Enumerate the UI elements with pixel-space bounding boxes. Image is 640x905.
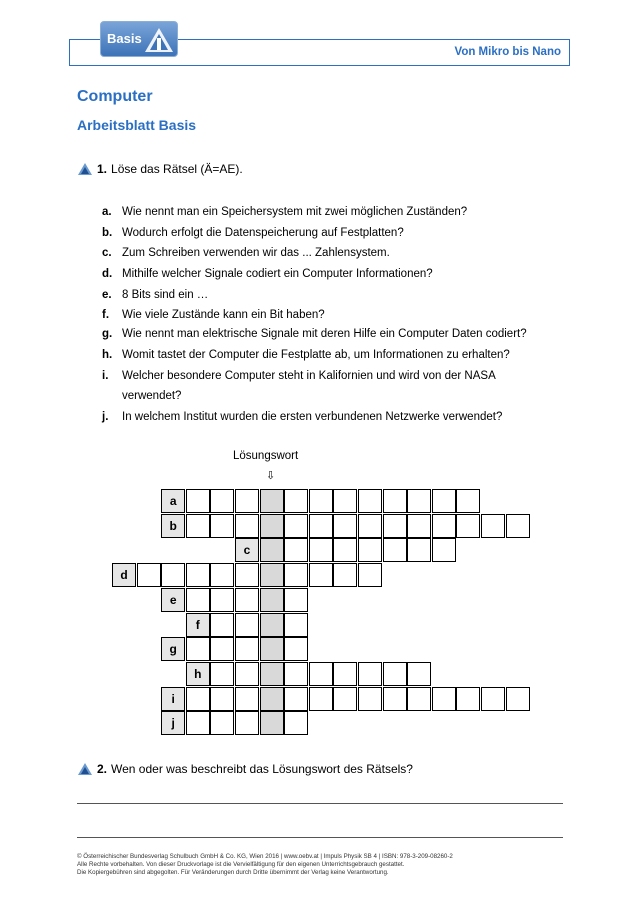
- difficulty-triangle-icon: [77, 762, 93, 776]
- crossword-cell[interactable]: [284, 711, 308, 735]
- solution-cell[interactable]: [260, 613, 284, 637]
- question-letter: b.: [102, 227, 113, 239]
- question-item: [102, 246, 390, 260]
- crossword-cell[interactable]: [284, 662, 308, 686]
- crossword-row-label: b: [161, 514, 185, 538]
- crossword-cell[interactable]: [456, 514, 480, 538]
- crossword-cell[interactable]: [383, 538, 407, 562]
- difficulty-triangle-icon: [77, 162, 93, 176]
- basis-logo: [100, 21, 178, 57]
- crossword-cell[interactable]: [309, 538, 333, 562]
- question-item: [102, 226, 404, 240]
- crossword-cell[interactable]: [358, 687, 382, 711]
- solution-cell[interactable]: [260, 662, 284, 686]
- crossword-cell[interactable]: [186, 687, 210, 711]
- crossword-cell[interactable]: [210, 637, 234, 661]
- crossword-row-label: h: [186, 662, 210, 686]
- crossword-cell[interactable]: [186, 711, 210, 735]
- crossword-cell[interactable]: [383, 514, 407, 538]
- crossword-cell[interactable]: [309, 563, 333, 587]
- crossword-cell[interactable]: [407, 514, 431, 538]
- crossword-cell[interactable]: [284, 588, 308, 612]
- footer-line: © Österreichischer Bundesverlag Schulbuch GmbH & Co. KG, Wien 2016 | www.oebv.at | Impuls Physik SB 4 | ISBN: 978-3-209-08260-2: [77, 853, 453, 860]
- crossword-cell[interactable]: [333, 687, 357, 711]
- crossword-row-label: j: [161, 711, 185, 735]
- answer-line[interactable]: [77, 803, 563, 804]
- crossword-cell[interactable]: [358, 563, 382, 587]
- task-text: Löse das Rätsel (Ä=AE).: [111, 162, 243, 176]
- crossword-cell[interactable]: [235, 613, 259, 637]
- crossword-cell[interactable]: [284, 563, 308, 587]
- crossword-cell[interactable]: [309, 687, 333, 711]
- crossword-cell[interactable]: [186, 563, 210, 587]
- question-text: Wodurch erfolgt die Datenspeicherung auf Festplatten?: [122, 227, 404, 239]
- question-text: Mithilfe welcher Signale codiert ein Computer Informationen?: [122, 268, 433, 280]
- question-text: Welcher besondere Computer steht in Kalifornien und wird von der NASA: [122, 370, 496, 382]
- crossword-cell[interactable]: [210, 588, 234, 612]
- question-letter: g.: [102, 328, 113, 340]
- crossword-cell[interactable]: [161, 563, 185, 587]
- crossword-cell[interactable]: [284, 514, 308, 538]
- solution-cell[interactable]: [260, 538, 284, 562]
- solution-cell[interactable]: [260, 687, 284, 711]
- crossword-cell[interactable]: [235, 637, 259, 661]
- page-title: Computer: [77, 88, 153, 105]
- crossword-row-label: i: [161, 687, 185, 711]
- crossword-cell[interactable]: [186, 514, 210, 538]
- crossword-cell[interactable]: [186, 637, 210, 661]
- crossword-cell[interactable]: [235, 662, 259, 686]
- task-text: Wen oder was beschreibt das Lösungswort des Rätsels?: [111, 762, 413, 776]
- solution-cell[interactable]: [260, 489, 284, 513]
- crossword-cell[interactable]: [432, 687, 456, 711]
- crossword-cell[interactable]: [284, 687, 308, 711]
- crossword-cell[interactable]: [210, 613, 234, 637]
- solution-cell[interactable]: [260, 588, 284, 612]
- crossword-cell[interactable]: [407, 489, 431, 513]
- crossword-cell[interactable]: [210, 489, 234, 513]
- crossword-cell[interactable]: [210, 563, 234, 587]
- question-letter: h.: [102, 349, 113, 361]
- crossword-cell[interactable]: [309, 662, 333, 686]
- crossword-cell[interactable]: [333, 662, 357, 686]
- down-arrow-icon: ⇩: [266, 470, 276, 482]
- crossword-cell[interactable]: [506, 687, 530, 711]
- question-letter: a.: [102, 206, 112, 218]
- triangle-logo-icon: [143, 26, 175, 54]
- crossword-cell[interactable]: [235, 588, 259, 612]
- footer-line: Alle Rechte vorbehalten. Von dieser Druckvorlage ist die Vervielfältigung für den eigenen Unterrichtsgebrauch gestattet.: [77, 861, 405, 868]
- crossword-cell[interactable]: [284, 538, 308, 562]
- page-subtitle: Arbeitsblatt Basis: [77, 117, 197, 133]
- crossword-cell[interactable]: [235, 711, 259, 735]
- crossword-cell[interactable]: [333, 538, 357, 562]
- task-1: [77, 162, 243, 176]
- crossword-cell[interactable]: [358, 489, 382, 513]
- crossword-cell[interactable]: [186, 489, 210, 513]
- crossword-row-label: a: [161, 489, 185, 513]
- crossword-cell[interactable]: [383, 489, 407, 513]
- crossword-cell[interactable]: [284, 489, 308, 513]
- question-text: In welchem Institut wurden die ersten verbundenen Netzwerke verwendet?: [122, 411, 503, 423]
- crossword-cell[interactable]: [432, 489, 456, 513]
- crossword-row-label: e: [161, 588, 185, 612]
- question-item: [102, 308, 325, 322]
- question-item: [102, 348, 510, 362]
- question-item: [102, 389, 181, 403]
- crossword-cell[interactable]: [235, 514, 259, 538]
- question-item: [102, 369, 496, 383]
- crossword-cell[interactable]: [235, 687, 259, 711]
- crossword-cell[interactable]: [506, 514, 530, 538]
- crossword-cell[interactable]: [407, 538, 431, 562]
- crossword-cell[interactable]: [284, 637, 308, 661]
- question-letter: c.: [102, 247, 112, 259]
- question-text: 8 Bits sind ein …: [122, 289, 209, 301]
- question-item: [102, 327, 527, 341]
- question-text: Wie viele Zustände kann ein Bit haben?: [122, 309, 325, 321]
- question-item: [102, 267, 433, 281]
- question-text: Wie nennt man ein Speichersystem mit zwei möglichen Zuständen?: [122, 206, 468, 218]
- crossword-cell[interactable]: [235, 489, 259, 513]
- question-letter: f.: [102, 309, 110, 321]
- crossword-row-label: g: [161, 637, 185, 661]
- question-item: [102, 288, 208, 302]
- crossword-row-label: f: [186, 613, 210, 637]
- crossword-cell[interactable]: [284, 613, 308, 637]
- question-letter: i.: [102, 370, 109, 382]
- crossword-cell[interactable]: [456, 687, 480, 711]
- question-text: verwendet?: [122, 390, 182, 402]
- crossword-cell[interactable]: [358, 514, 382, 538]
- crossword-cell[interactable]: [210, 711, 234, 735]
- footer-divider: [77, 837, 563, 838]
- solution-cell[interactable]: [260, 563, 284, 587]
- crossword-cell[interactable]: [407, 662, 431, 686]
- crossword-cell[interactable]: [309, 489, 333, 513]
- crossword-cell[interactable]: [481, 687, 505, 711]
- crossword-cell[interactable]: [235, 563, 259, 587]
- question-letter: d.: [102, 268, 113, 280]
- crossword-cell[interactable]: [309, 514, 333, 538]
- solution-word-label: Lösungswort: [233, 450, 299, 462]
- crossword-cell[interactable]: [210, 687, 234, 711]
- crossword-cell[interactable]: [186, 588, 210, 612]
- task-2: [77, 762, 413, 776]
- crossword-cell[interactable]: [383, 662, 407, 686]
- question-item: [102, 410, 502, 424]
- copyright-footer: [77, 853, 453, 877]
- crossword-cell[interactable]: [358, 538, 382, 562]
- question-text: Wie nennt man elektrische Signale mit deren Hilfe ein Computer Daten codiert?: [122, 328, 527, 340]
- footer-line: Die Kopiergebühren sind abgegolten. Für Veränderungen durch Dritte übernimmt der Verlag keine Verantwortung.: [77, 869, 389, 876]
- question-text: Zum Schreiben verwenden wir das ... Zahlensystem.: [122, 247, 390, 259]
- crossword-cell[interactable]: [333, 563, 357, 587]
- question-item: [102, 205, 467, 219]
- crossword-cell[interactable]: [481, 514, 505, 538]
- solution-cell[interactable]: [260, 637, 284, 661]
- crossword-cell[interactable]: [432, 514, 456, 538]
- crossword-cell[interactable]: [333, 514, 357, 538]
- solution-cell[interactable]: [260, 711, 284, 735]
- crossword-cell[interactable]: [210, 662, 234, 686]
- task-number: 2.: [97, 762, 108, 776]
- crossword-cell[interactable]: [383, 687, 407, 711]
- crossword-row-label: c: [235, 538, 259, 562]
- crossword-row-label: d: [112, 563, 136, 587]
- crossword-cell[interactable]: [456, 489, 480, 513]
- crossword-cell[interactable]: [407, 687, 431, 711]
- crossword-cell[interactable]: [210, 514, 234, 538]
- question-letter: e.: [102, 289, 112, 301]
- crossword-cell[interactable]: [358, 662, 382, 686]
- solution-cell[interactable]: [260, 514, 284, 538]
- crossword-cell[interactable]: [137, 563, 161, 587]
- logo-text: Basis: [107, 31, 142, 46]
- crossword-cell[interactable]: [333, 489, 357, 513]
- question-letter: j.: [102, 411, 109, 423]
- task-number: 1.: [97, 162, 108, 176]
- crossword-cell[interactable]: [432, 538, 456, 562]
- series-title: Von Mikro bis Nano: [454, 46, 561, 58]
- question-text: Womit tastet der Computer die Festplatte ab, um Informationen zu erhalten?: [122, 349, 510, 361]
